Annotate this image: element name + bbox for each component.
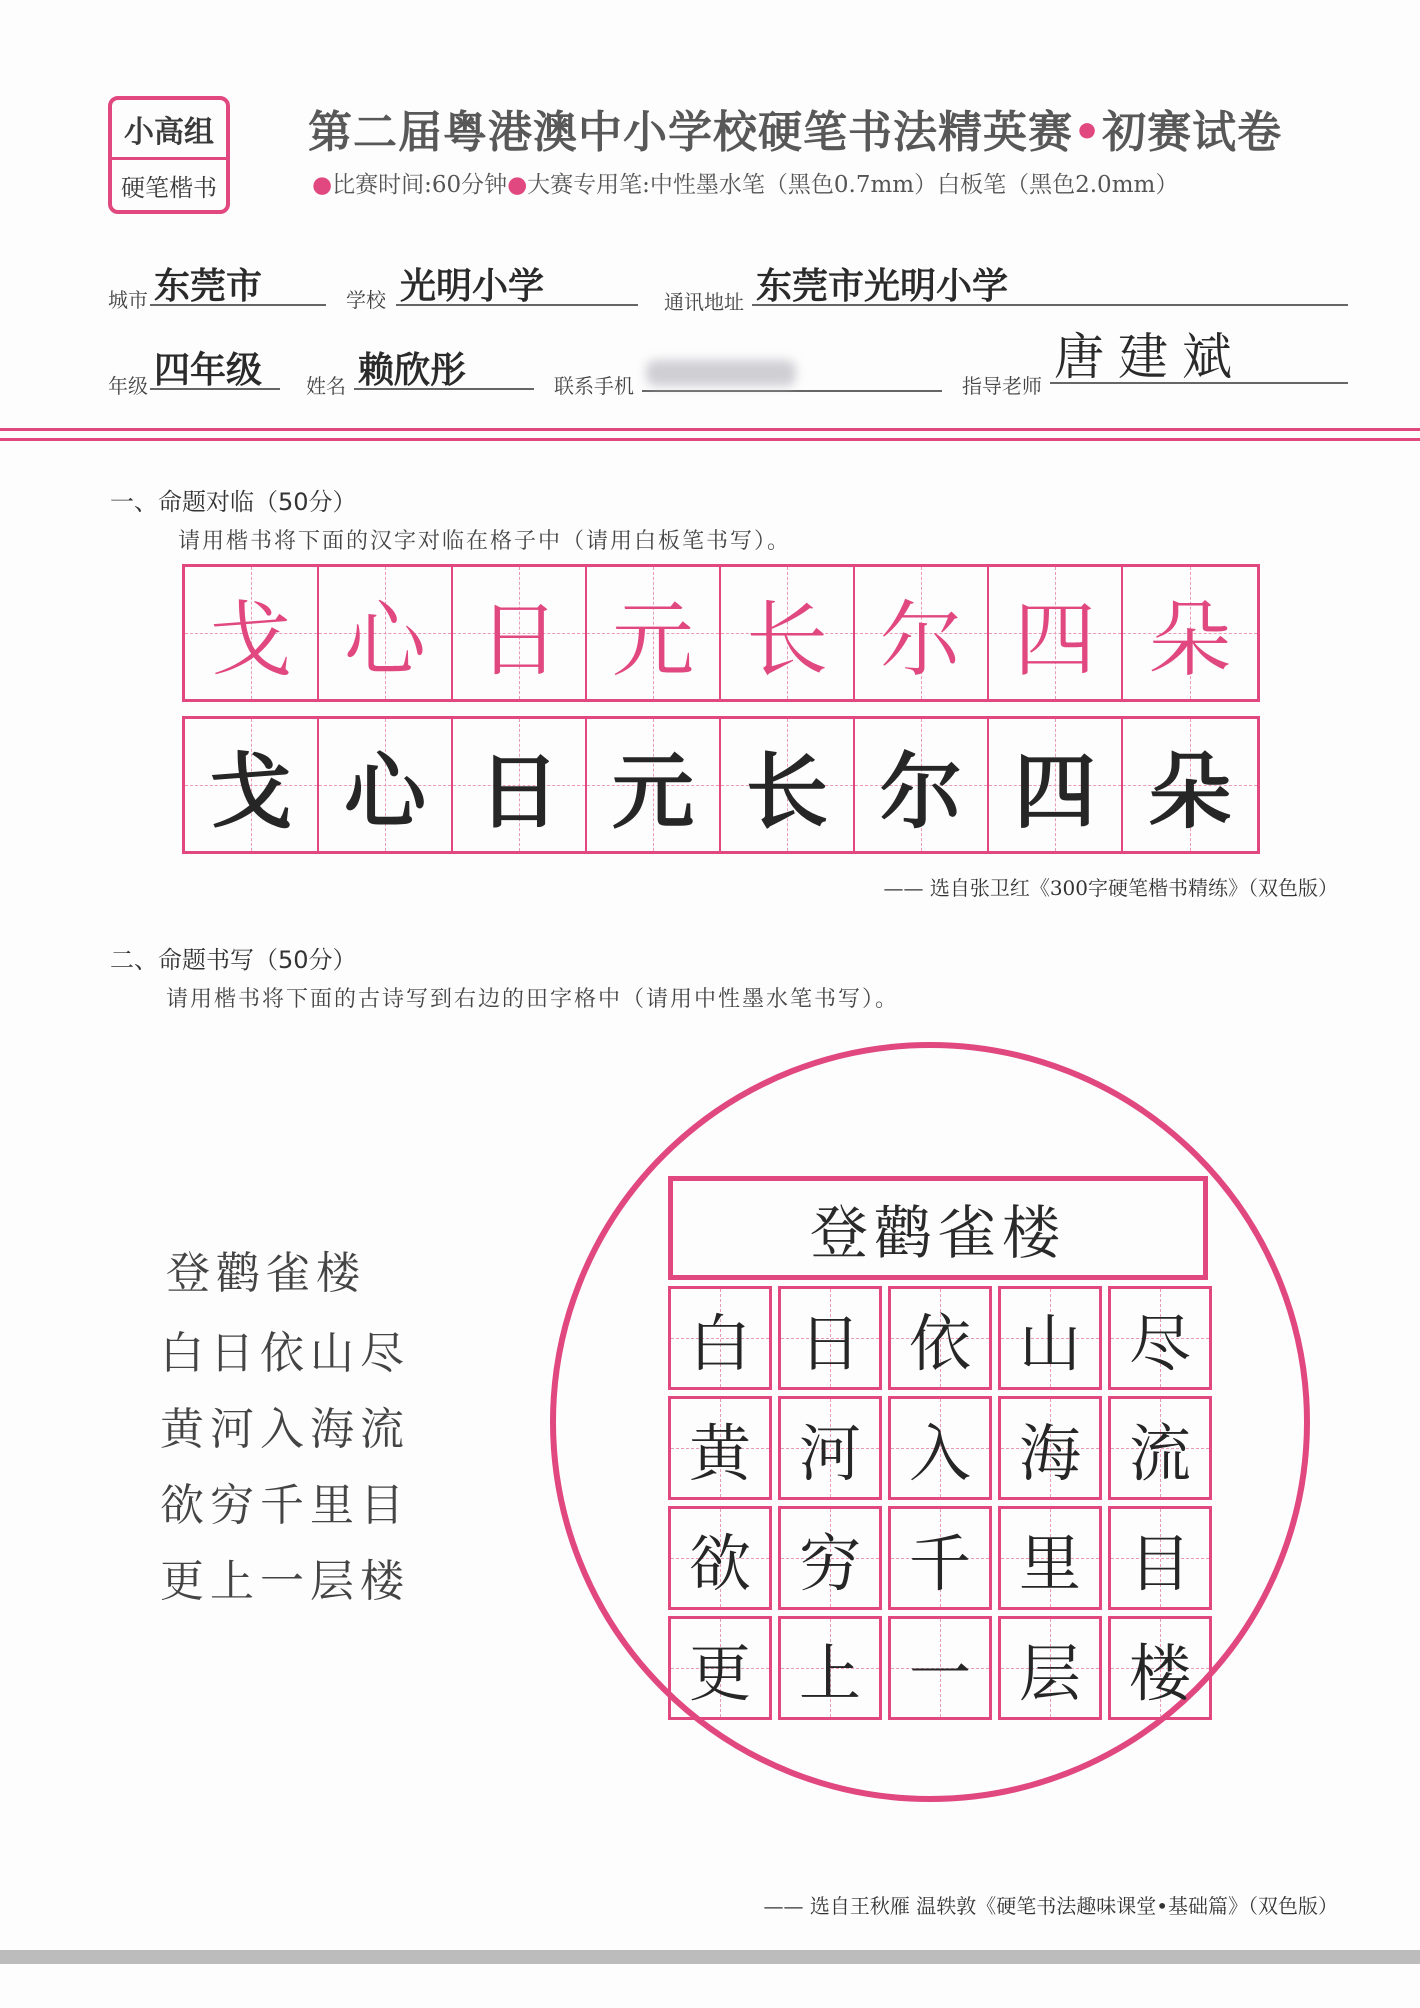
written-char: 四 xyxy=(1013,743,1096,840)
writing-cell[interactable] xyxy=(1108,1286,1212,1390)
written-char: 日 xyxy=(477,743,560,840)
model-char: 尔 xyxy=(879,592,962,688)
grade-label: 年级 xyxy=(108,374,148,398)
phone-field[interactable] xyxy=(642,352,942,392)
model-char: 朵 xyxy=(1148,592,1231,688)
bullet-icon: ● xyxy=(312,172,333,198)
writing-cell[interactable] xyxy=(778,1286,882,1390)
writing-grid[interactable] xyxy=(182,716,1260,854)
section2-source: —— 选自王秋雁 温轶敦《硬笔书法趣味课堂•基础篇》（双色版） xyxy=(763,1894,1338,1918)
badge-category: 硬笔楷书 xyxy=(121,173,217,202)
poem-line: 白日依山尽 xyxy=(160,1328,410,1379)
model-char: 戈 xyxy=(209,592,292,688)
written-char: 长 xyxy=(745,743,828,840)
writing-cell[interactable] xyxy=(1123,719,1257,851)
grid-cell xyxy=(989,567,1123,699)
poem-title: 登鹳雀楼 xyxy=(166,1248,366,1299)
teacher-field[interactable]: 唐建斌 xyxy=(1050,332,1348,384)
poem-line: 更上一层楼 xyxy=(160,1556,410,1607)
divider-line xyxy=(0,428,1420,431)
poem-line: 黄河入海流 xyxy=(160,1404,410,1455)
written-char: 日 xyxy=(798,1306,861,1380)
written-char: 层 xyxy=(1018,1636,1081,1710)
divider-line xyxy=(0,438,1420,441)
writing-cell[interactable] xyxy=(185,719,319,851)
section2-desc: 请用楷书将下面的古诗写到右边的田字格中（请用中性墨水笔书写）。 xyxy=(166,987,900,1012)
model-grid xyxy=(182,564,1260,702)
writing-cell[interactable] xyxy=(587,719,721,851)
poem-text xyxy=(160,1236,410,1620)
written-char: 尽 xyxy=(1128,1306,1191,1380)
written-char: 上 xyxy=(798,1636,861,1710)
writing-cell[interactable] xyxy=(989,719,1123,851)
section1-title: 一、命题对临（50分） xyxy=(110,488,357,516)
grid-cell xyxy=(185,567,319,699)
writing-cell[interactable] xyxy=(998,1616,1102,1720)
written-char: 白 xyxy=(688,1306,751,1380)
exam-pens: 大赛专用笔:中性墨水笔（黑色0.7mm）白板笔（黑色2.0mm） xyxy=(527,172,1179,198)
writing-cell[interactable] xyxy=(721,719,855,851)
exam-time: 比赛时间:60分钟 xyxy=(332,172,508,198)
exam-info xyxy=(312,166,1178,199)
writing-cell[interactable] xyxy=(855,719,989,851)
poem-line: 欲穷千里目 xyxy=(160,1480,410,1531)
name-label: 姓名 xyxy=(306,374,346,398)
writing-cell[interactable] xyxy=(1108,1616,1212,1720)
page-title xyxy=(308,96,1282,160)
written-char: 尔 xyxy=(879,743,962,840)
section2-title: 二、命题书写（50分） xyxy=(110,946,357,974)
writing-cell[interactable] xyxy=(668,1286,772,1390)
address-field[interactable]: 东莞市光明小学 xyxy=(752,268,1348,306)
section1-desc: 请用楷书将下面的汉字对临在格子中（请用白板笔书写）。 xyxy=(178,529,792,554)
written-char: 欲 xyxy=(688,1526,751,1600)
grid-cell xyxy=(587,567,721,699)
written-char: 流 xyxy=(1128,1416,1191,1490)
writing-cell[interactable] xyxy=(888,1396,992,1500)
grid-cell xyxy=(721,567,855,699)
written-char: 穷 xyxy=(798,1526,861,1600)
writing-cell[interactable] xyxy=(888,1286,992,1390)
school-label: 学校 xyxy=(346,288,386,312)
writing-cell[interactable] xyxy=(998,1286,1102,1390)
title-separator: • xyxy=(1073,107,1103,158)
writing-cell[interactable] xyxy=(668,1616,772,1720)
title-main: 第二届粤港澳中小学校硬笔书法精英赛 xyxy=(308,107,1073,158)
bottom-border xyxy=(0,1950,1420,1964)
badge-group: 小高组 xyxy=(112,100,226,160)
model-char: 元 xyxy=(611,592,694,688)
written-title-box[interactable]: 登鹳雀楼 xyxy=(668,1176,1208,1280)
title-end: 初赛试卷 xyxy=(1102,107,1283,158)
writing-cell[interactable] xyxy=(778,1506,882,1610)
written-char: 楼 xyxy=(1128,1636,1191,1710)
written-char: 更 xyxy=(688,1636,751,1710)
model-char: 心 xyxy=(343,592,426,688)
writing-cell[interactable] xyxy=(1108,1506,1212,1610)
written-char: 海 xyxy=(1018,1416,1081,1490)
written-char: 元 xyxy=(611,743,694,840)
written-char: 河 xyxy=(798,1416,861,1490)
writing-cell[interactable] xyxy=(453,719,587,851)
writing-cell[interactable] xyxy=(998,1506,1102,1610)
phone-label: 联系手机 xyxy=(554,374,634,398)
school-field[interactable]: 光明小学 xyxy=(396,268,638,306)
written-char: 戈 xyxy=(209,743,292,840)
grade-field[interactable]: 四年级 xyxy=(150,352,280,390)
written-char: 千 xyxy=(908,1526,971,1600)
written-char: 入 xyxy=(908,1416,971,1490)
writing-cell[interactable] xyxy=(998,1396,1102,1500)
writing-cell[interactable] xyxy=(778,1616,882,1720)
name-field[interactable]: 赖欣彤 xyxy=(354,352,534,390)
model-char: 长 xyxy=(745,592,828,688)
written-char: 黄 xyxy=(688,1416,751,1490)
grid-cell xyxy=(453,567,587,699)
writing-cell[interactable] xyxy=(888,1616,992,1720)
writing-cell[interactable] xyxy=(668,1396,772,1500)
grid-cell xyxy=(1123,567,1257,699)
writing-cell[interactable] xyxy=(1108,1396,1212,1500)
grid-cell xyxy=(319,567,453,699)
written-char: 一 xyxy=(908,1636,971,1710)
writing-cell[interactable] xyxy=(888,1506,992,1610)
writing-cell[interactable] xyxy=(668,1506,772,1610)
model-char: 日 xyxy=(477,592,560,688)
poem-writing-grid[interactable] xyxy=(668,1286,1212,1720)
written-char: 目 xyxy=(1128,1526,1191,1600)
writing-cell[interactable] xyxy=(778,1396,882,1500)
teacher-label: 指导老师 xyxy=(962,374,1042,398)
written-char: 山 xyxy=(1018,1306,1081,1380)
written-char: 心 xyxy=(343,743,426,840)
written-char: 朵 xyxy=(1148,743,1231,840)
redacted-phone xyxy=(646,360,796,386)
city-label: 城市 xyxy=(108,288,148,312)
address-label: 通讯地址 xyxy=(664,290,744,314)
written-char: 里 xyxy=(1018,1526,1081,1600)
city-field[interactable]: 东莞市 xyxy=(150,268,326,306)
bullet-icon: ● xyxy=(507,172,528,198)
grid-cell xyxy=(855,567,989,699)
model-char: 四 xyxy=(1013,592,1096,688)
writing-cell[interactable] xyxy=(319,719,453,851)
section1-source: —— 选自张卫红《300字硬笔楷书精练》（双色版） xyxy=(883,876,1338,900)
written-char: 依 xyxy=(908,1306,971,1380)
group-badge xyxy=(108,96,230,214)
